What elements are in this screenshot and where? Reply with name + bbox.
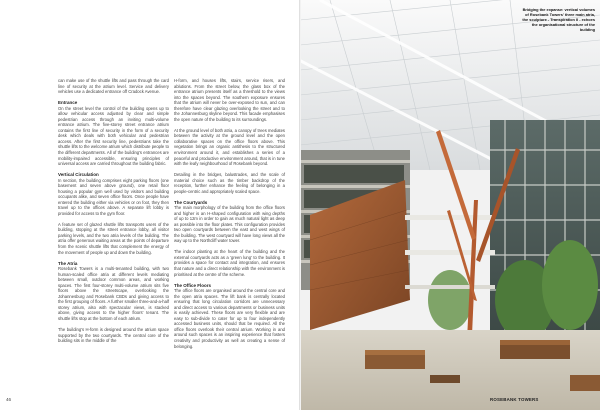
section-heading: The Atria xyxy=(58,260,78,266)
section-heading: The Office Floors xyxy=(174,282,212,288)
body-paragraph: The main morphology of the building from the office floors and higher is an H-shaped configuration with wing depths of up to 12m in order to gain as much natural light as deep as possible into the floor plates. This configuration provides two open courtyards between the east and west wings of the building. The west courtyard will have long views all the way up to the Northcliff water tower. xyxy=(174,205,285,244)
body-paragraph: The office floors are organised around the central core and the open atria spaces. The lift bank is centrally located ensuring that long circulation corridors are unnecessary and direct access to various departments or business units is easily achieved. These floors are very flexible and are easy to sub-divide to cater for up to four independently accessed business units, should that be required. All the office floors overlook their central atrium. Working in and around such spaces is an inspiring experience that fosters creativity and productivity as well as creating a sense of belonging. xyxy=(174,288,285,349)
section-heading: Vertical Circulation xyxy=(58,172,99,178)
body-paragraph: A feature set of glazed shuttle lifts transports users of the building, stopping at the street entrance lobby, all visitor parking levels, and the two atria levels of the building. The atria offer generous waiting areas at the points of departure from the scenic shuttle lifts that complement the energy of the movement of people up and down the building. xyxy=(58,221,169,255)
atrium-photo xyxy=(300,0,600,410)
body-paragraph: can make use of the shuttle lifts and pass through the card line of security at the atrium level. Service and delivery vehicles use a dedicated entrance off Cradock Avenue. xyxy=(58,78,169,95)
photo-caption: Bridging the expanse: vertical volumes of Rosebank Towers' three main atria, the sculpture - Transpiration II - echoes the organisational structure of the building xyxy=(522,7,595,32)
body-paragraph: At the ground level of both atria, a canopy of trees mediates between the activity at the ground level and the open collaborative spaces on the office floors above. This vegetation brings an organic antithesis to the structured environment around it, and establishes a series of a peaceful and productive environment around, that is in tune with the leafy neighbourhood of Rosebank beyond. xyxy=(174,127,285,167)
page-number: 46 xyxy=(6,397,12,402)
running-footer: ROSEBANK TOWERS xyxy=(490,397,539,402)
body-paragraph: On the street level the control of the building opens up to allow vehicular access adjusted by clear and simple pedestrian access through an inviting multi-volume entrance atrium. The five-storey street entrance atrium contains the first line of security in the form of a security desk which deals with both vehicular and pedestrian access. After the first security line, pedestrians take the shuttle lifts to the welcome atrium which distribute people to the different departments. All of the building's entrances are mobility-impaired accessible, ensuring principles of universal access are carried throughout the building fabric. xyxy=(58,105,169,167)
body-paragraph: Rosebank Towers is a multi-tenanted building, with two human-scaled office atria at different levels mediating between small, outdoor common areas, and working spaces. The first four-storey multi-volume atrium sits five floors above the streetscape, overlooking the Johannesburg and Rosebank CBDs and giving access to the first grouping of floors. A further smaller three-and-a-half storey atrium, also with spectacular views, is stacked above, giving access to the higher floors' tenant. The shuttle lifts stop at the bottom of each atrium. xyxy=(58,266,169,322)
body-paragraph: Detailing in the bridges, balustrades, and the scale of material choice such as the timber backdrop of the reception, further enhance the feeling of belonging in a people-centric and appropriately scaled space. xyxy=(174,171,285,194)
text-column-1 xyxy=(58,78,169,349)
text-column-2 xyxy=(174,78,285,355)
body-paragraph: In section, the building comprises eight parking floors (one basement and seven above ground), one retail floor housing a popular gym well used by visitors and building occupants alike, and seven office floors. Once people have entered the building either via vehicles or on foot, they then travel up to the offices above. A separate lift lobby is provided for access to the gym floor. xyxy=(58,177,169,216)
body-paragraph: The indoor planting at the heart of the building and the external courtyards acts as a 'green lung' to the building. It provides a space for contact and integration, and ensures that nature and a direct relationship with the environment is prioritised at the centre of the scheme. xyxy=(174,249,285,277)
body-paragraph: H-form, and houses lifts, stairs, service risers, and ablutions. From the street below, the glass box of the entrance atrium presents itself as a threshold to the views into the spaces beyond. The southern exposure ensures that the atrium will never be over-exposed to sun, and can therefore have clear glazing overlooking the street and to the Johannesburg skyline beyond. This facade emphasises the open nature of the building to its surroundings. xyxy=(174,78,285,122)
body-paragraph: The building's H-form is designed around the atrium space supported by the two courtyards. The central core of the building sits in the middle of the xyxy=(58,326,169,344)
section-heading: Entrance xyxy=(58,100,78,106)
section-heading: The Courtyards xyxy=(174,199,208,205)
page-fold xyxy=(299,0,301,410)
